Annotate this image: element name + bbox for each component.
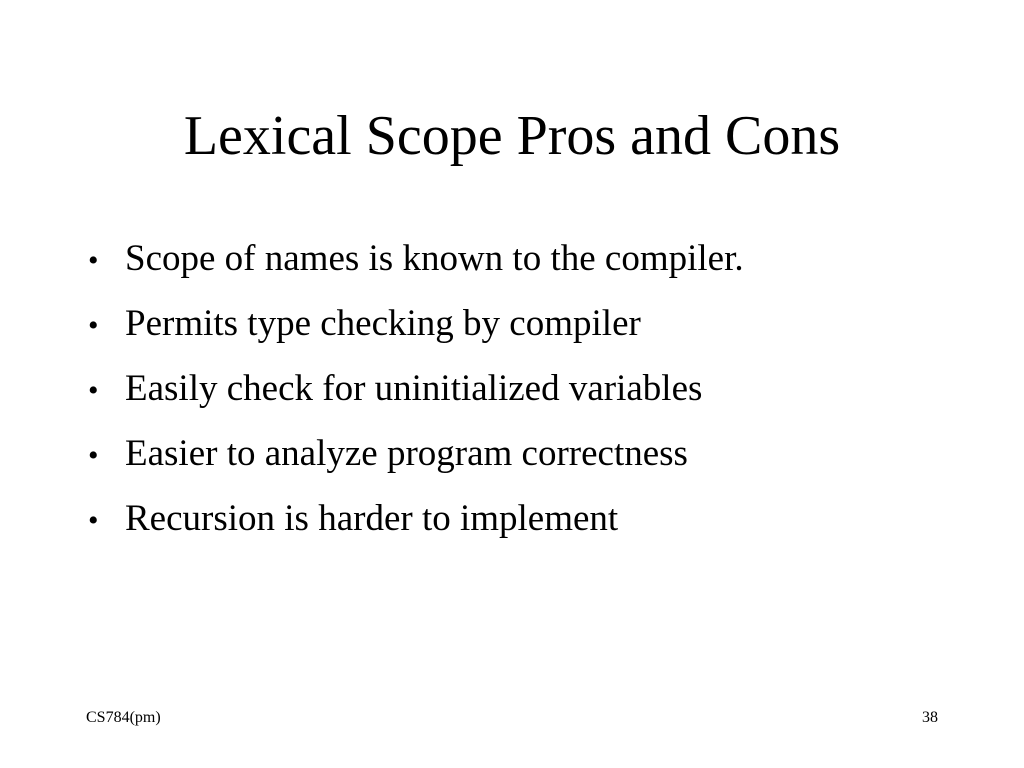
list-item [88,421,744,486]
bullet-icon: • [88,374,99,407]
bullet-icon: • [88,504,99,537]
bullet-text: Easier to analyze program correctness [125,433,688,474]
bullet-list [88,226,744,551]
slide-title: Lexical Scope Pros and Cons [183,105,841,167]
bullet-icon: • [88,244,99,277]
bullet-text: Easily check for uninitialized variables [125,368,703,409]
bullet-icon: • [88,439,99,472]
list-item [88,291,744,356]
bullet-text: Scope of names is known to the compiler. [125,238,744,279]
list-item [88,486,744,551]
list-item [88,226,744,291]
list-item [88,356,744,421]
footer-course-label: CS784(pm) [86,709,161,726]
bullet-text: Recursion is harder to implement [125,498,619,539]
bullet-text: Permits type checking by compiler [125,303,641,344]
slide-number: 38 [922,709,938,726]
bullet-icon: • [88,309,99,342]
